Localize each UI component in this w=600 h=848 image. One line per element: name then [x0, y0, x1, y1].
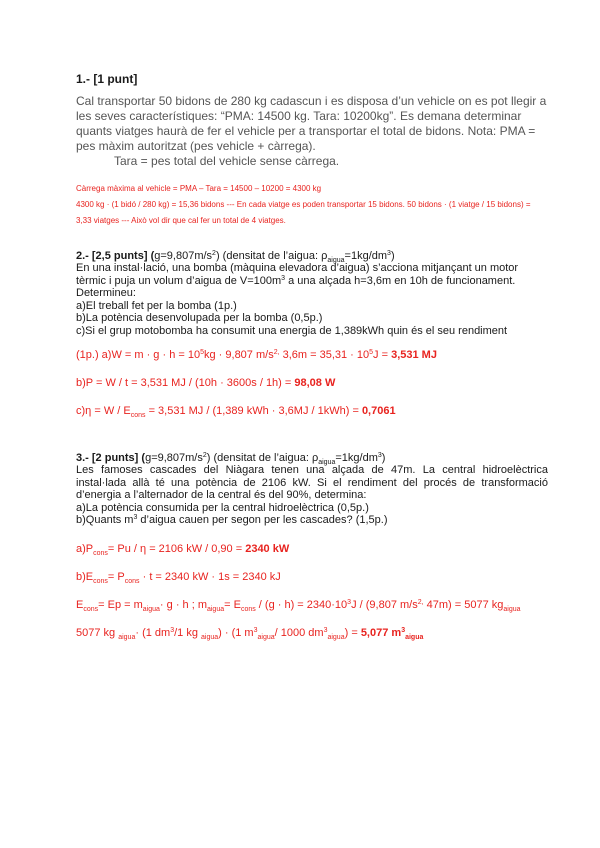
q3-answer-b: $b)E_{cons}= P_{cons} \cdot t = 2340$ kW · 1s = 2340 kJ	[76, 570, 281, 585]
q3-item-a: a)La potència consumida per la central hidroelèctrica (0,5p.)	[76, 501, 369, 514]
q2-statement: En una instal·lació, una bomba (màquina elevadora d’aigua) s’acciona mitjançant un motor tèrmic i puja un volum d’aigua de $V=100m^3$ a una alçada h=3,6m en 10h de funcionament.	[76, 262, 519, 287]
q1-statement: Cal transportar 50 bidons de 280 kg cadascun i es disposa d’un vehicle on es pot llegir a les seves característiques: “PMA: 14500 kg. Tara: 10200kg”. Es demana determinar quants viatges haurà de fer el vehicle per a transportar el total de bidons. Nota: PMA = pes màxim autoritzat (pes vehicle + càrrega).	[76, 94, 547, 153]
question-2	[76, 250, 548, 417]
q1-note: Tara = pes total del vehicle sense càrrega.	[114, 154, 340, 168]
question-1	[76, 72, 548, 229]
q1-heading: 1.- [1 punt]	[76, 72, 138, 86]
q2-item-b: b)La potència desenvolupada per la bomba (0,5p.)	[76, 312, 323, 324]
q3-answer-a: $a)P_{cons}= Pu / \eta = 2106$ kW / 0,90 = 2340 kW	[76, 542, 290, 557]
q3-equation-2: 5077 kg $_{aigua}$· (1 $dm^3/1$ kg $_{aigua}$) · (1 $m^3_{aigua}/$ 1000 $dm^3_{aigua}) = 5,077$ $m^3_{aigua}$	[76, 626, 424, 641]
q1-solution-line-2: 4300 kg · (1 bidó / 280 kg) = 15,36 bidons --- En cada viatge es poden transportar 15 bidons. 50 bidons · (1 viatge / 15 bidons) = 3,33 viatges --- Això vol dir que cal fer un total de 4 viatges.	[76, 200, 531, 225]
q3-equation-1: $E_{cons}= Ep = m_{aigua}\cdot g \cdot h$ ; $m_{aigua}= E_{cons} / (g \cdot h) = 2340\cdot 10^3J / (9,807$ $m/s^{2,}$ 47m) = 5077 $kg_{aigua}$	[76, 598, 521, 613]
q2-answer-a: (1p.) $a)W = m \cdot g \cdot h = 10^5kg \cdot 9,807$ $m/s^{2,}$ $3,6m = 35,31 \cdot 10^5J = 3,531$ MJ	[76, 349, 437, 361]
q2-answer-c: $c)\eta = W / E_{cons} = 3,531$ MJ / (1,389 kWh · 3,6MJ / 1kWh) = 0,7061	[76, 405, 396, 419]
q2-heading: 2.- [2,5 punts]	[76, 250, 148, 262]
q3-heading-line: 3.- [2 punts] $(g=9,807m/s^2)$ (densitat de l’aigua: $\rho_{aigua}=1kg/dm^3$)	[76, 452, 386, 466]
q2-item-c: c)Si el grup motobomba ha consumit una energia de 1,389kWh quin és el seu rendiment	[76, 324, 508, 337]
q3-statement: Les famoses cascades del Niàgara tenen una alçada de 47m. La central hidroelèctrica instal·lada allà té una potència de 2106 kW. Si el rendiment del procés de transformació d’energia a l’alternador de la central és del 90%, determina:	[76, 464, 548, 501]
q2-determineu: Determineu:	[76, 287, 136, 299]
q3-heading: 3.- [2 punts]	[76, 452, 139, 464]
q2-item-a: a)El treball fet per la bomba (1p.)	[76, 299, 237, 312]
q2-heading-line: 2.- [2,5 punts] $(g=9,807m/s^2)$ (densitat de l’aigua: $\rho_{aigua}=1kg/dm^3$)	[76, 250, 395, 264]
question-3	[76, 452, 548, 639]
q2-answer-b: b)P = W / t = 3,531 MJ / (10h · 3600s / 1h) = 98,08 W	[76, 377, 336, 389]
q3-item-b: b)Quants $m^3$ d’aigua cauen per segon per les cascades? (1,5p.)	[76, 514, 388, 526]
q1-solution-line-1: Càrrega màxima al vehicle = PMA – Tara = 14500 – 10200 = 4300 kg	[76, 184, 322, 193]
